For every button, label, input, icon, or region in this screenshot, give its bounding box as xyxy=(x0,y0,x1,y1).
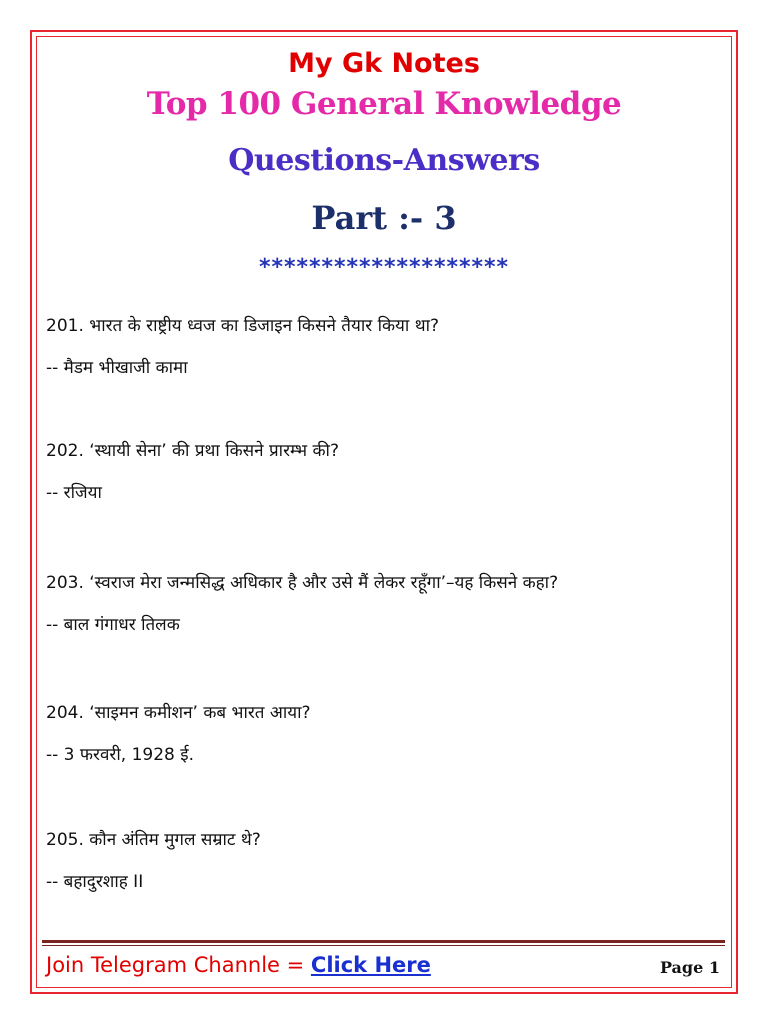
question-text: 204. ‘साइमन कमीशन’ कब भारत आया? xyxy=(46,703,311,723)
answer-text: -- रजिया xyxy=(46,483,102,503)
site-title: My Gk Notes xyxy=(288,48,480,79)
page-number: Page 1 xyxy=(659,958,720,977)
qa-item-203 xyxy=(46,572,726,636)
qa-item-202 xyxy=(46,440,726,504)
qa-item-205 xyxy=(46,829,726,893)
question-text: 201. भारत के राष्ट्रीय ध्वज का डिजाइन किसने तैयार किया था? xyxy=(46,316,440,336)
main-title: Top 100 General Knowledge xyxy=(146,86,622,122)
qa-item-204 xyxy=(46,702,726,766)
question-text: 202. ‘स्थायी सेना’ की प्रथा किसने प्रारम्भ की? xyxy=(46,441,339,461)
question-text: 203. ‘स्वराज मेरा जन्मसिद्ध अधिकार है और उसे मैं लेकर रहूँगा’–यह किसने कहा? xyxy=(46,573,559,593)
part-title: Part :- 3 xyxy=(311,199,457,237)
telegram-text: Join Telegram Channle = xyxy=(46,953,311,977)
answer-text: -- 3 फरवरी, 1928 ई. xyxy=(46,745,194,765)
footer-telegram xyxy=(46,953,431,977)
answer-text: -- बाल गंगाधर तिलक xyxy=(46,615,180,635)
answer-text: -- बहादुरशाह II xyxy=(46,872,144,892)
footer-divider-thin xyxy=(42,945,725,946)
click-here-link[interactable]: Click Here xyxy=(310,953,431,977)
sub-title: Questions-Answers xyxy=(228,143,540,178)
stars-divider: ******************** xyxy=(258,255,510,280)
question-text: 205. कौन अंतिम मुगल सम्राट थे? xyxy=(46,830,261,850)
answer-text: -- मैडम भीखाजी कामा xyxy=(46,358,188,378)
footer-divider xyxy=(42,940,725,943)
qa-item-201 xyxy=(46,315,726,379)
